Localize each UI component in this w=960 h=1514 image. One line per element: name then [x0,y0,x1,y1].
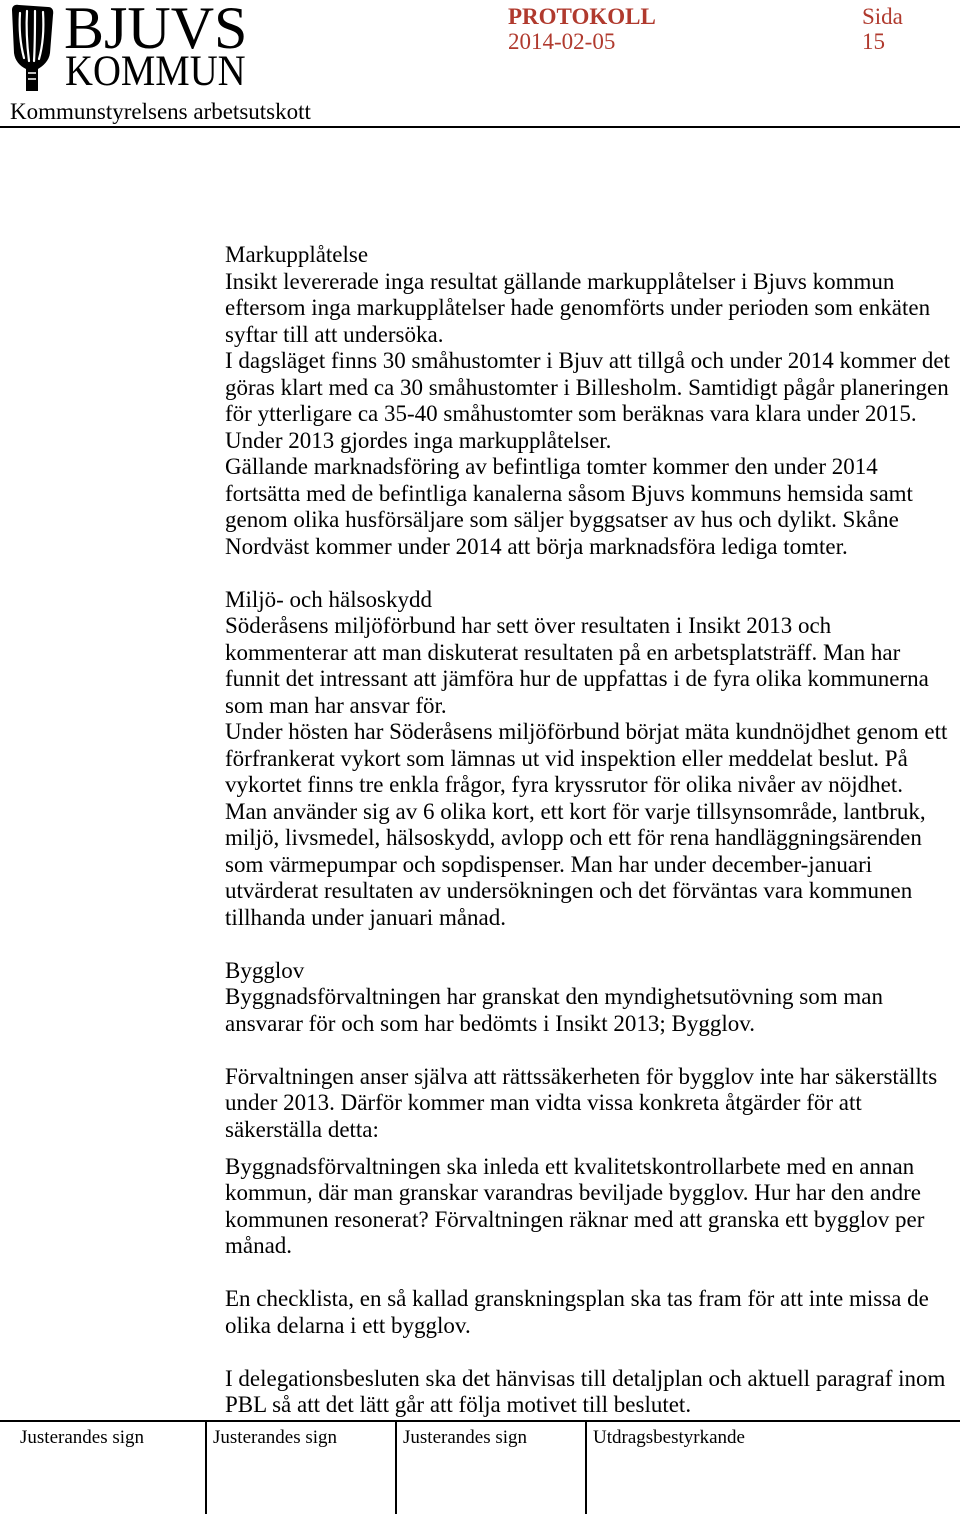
body-line: Man använder sig av 6 olika kort, ett kort för varje tillsynsområde, lantbruk, [225,798,926,824]
paragraph [225,613,960,719]
body-line: göras klart med ca 30 småhustomter i Billesholm. Samtidigt pågår planeringen [225,374,949,400]
paragraph [225,454,960,560]
signature-cell: Justerandes sign [20,1427,145,1448]
signature-footer [0,1420,960,1514]
body-line: Byggnadsförvaltningen har granskat den myndighetsutövning som man [225,984,883,1009]
page-label: Sida [862,4,903,29]
logo-name-line2: KOMMUN [65,48,246,95]
body-line: miljö, livsmedel, hälsoskydd, avlopp och ett för rena handläggningsärenden [225,825,922,850]
body-line: En checklista, en så kallad granskningsplan ska tas fram för att inte missa de [225,1286,929,1311]
body-line: eftersom inga markupplåtelser hade genomförts under perioden som enkäten [225,295,931,320]
section-markupplatelse [225,242,960,560]
section-bygglov [225,958,960,1419]
body-line: Nordväst kommer under 2014 att börja marknadsföra lediga tomter. [225,533,848,559]
torch-emblem-icon [8,3,56,93]
signature-cell: Justerandes sign [205,1422,395,1514]
paragraph [225,1366,960,1419]
body-line: kommunen resonerat? Förvaltningen räknar med att granska ett bygglov per [225,1206,925,1232]
body-line: för ytterligare ca 35-40 småhustomter som beräknas vara klara under 2015. [225,401,917,426]
body-line: I delegationsbesluten ska det hänvisas till detaljplan och aktuell paragraf inom [225,1365,946,1391]
signature-cell: Justerandes sign [395,1422,585,1514]
body-line: ansvarar för och som har bedömts i Insikt 2013; Bygglov. [225,1010,755,1036]
paragraph [225,1064,960,1144]
body-line: förfrankerat vykort som lämnas ut vid inspektion eller meddelat beslut. På [225,745,908,771]
logo-name-line1: BJUVS [64,0,248,61]
body-line: vykortet finns tre enkla frågor, fyra kryssrutor för olika nivåer av nöjdhet. [225,772,903,797]
body-line: kommenterar att man diskuterat resultaten på en arbetsplatsträff. Man har [225,639,901,665]
body-line: olika delarna i ett bygglov. [225,1312,471,1338]
paragraph [225,348,960,428]
paragraph [225,269,960,349]
body-line: I dagsläget finns 30 småhustomter i Bjuv att tillgå och under 2014 kommer det [225,348,951,373]
body-line: genom olika husförsäljare som säljer byggsatser av hus och dylikt. Skåne [225,507,899,532]
body-line: Byggnadsförvaltningen ska inleda ett kvalitetskontrollarbete med en annan [225,1153,915,1179]
body-line: PBL så att det lätt går att följa motivet till beslutet. [225,1392,692,1417]
paragraph [225,428,960,455]
body-line: Insikt levererade inga resultat gällande markupplåtelser i Bjuvs kommun [225,268,895,294]
page-number: 15 [862,29,885,54]
committee-name: Kommunstyrelsens arbetsutskott [10,99,311,124]
document-date: 2014-02-05 [508,29,616,54]
section-heading: Bygglov [225,957,305,983]
body-line: kommun, där man granskar varandras beviljade bygglov. Hur har den andre [225,1180,921,1205]
body-line: Söderåsens miljöförbund har sett över resultaten i Insikt 2013 och [225,613,832,638]
section-heading: Markupplåtelse [225,242,369,267]
paragraph [225,984,960,1037]
paragraph [225,719,960,799]
body-line: som man har ansvar för. [225,692,447,718]
body-line: funnit det intressant att jämföra hur de uppfattas i de fyra olika kommunerna [225,666,929,691]
body-line: månad. [225,1233,293,1258]
body-line: Under 2013 gjordes inga markupplåtelser. [225,427,612,453]
body-line: under 2013. Därför kommer man vidta vissa konkreta åtgärder för att [225,1090,862,1115]
paragraph [225,799,960,932]
body-line: som värmepumpar och sopdispenser. Man har under december-januari [225,851,873,877]
paragraph [225,1286,960,1339]
section-miljo-och-halsoskydd [225,587,960,932]
body-line: Under hösten har Söderåsens miljöförbund börjat mäta kundnöjdhet genom ett [225,719,948,744]
body-line: säkerställa detta: [225,1116,379,1142]
body-line: tillhanda under januari månad. [225,904,507,930]
body-line: syftar till att undersöka. [225,321,444,347]
document-type: PROTOKOLL [508,4,656,29]
section-heading: Miljö- och hälsoskydd [225,586,432,612]
body-line: utvärderat resultaten av undersökningen och det förväntas vara kommunen [225,878,913,903]
certification-cell: Utdragsbestyrkande [585,1422,960,1514]
header-divider [0,126,960,128]
body-line: Gällande marknadsföring av befintliga tomter kommer den under 2014 [225,454,878,479]
body-line: fortsätta med de befintliga kanalerna såsom Bjuvs kommuns hemsida samt [225,480,913,506]
document-body [225,242,960,1419]
paragraph [225,1154,960,1260]
body-line: Förvaltningen anser själva att rättssäkerheten för bygglov inte har säkerställts [225,1063,938,1089]
